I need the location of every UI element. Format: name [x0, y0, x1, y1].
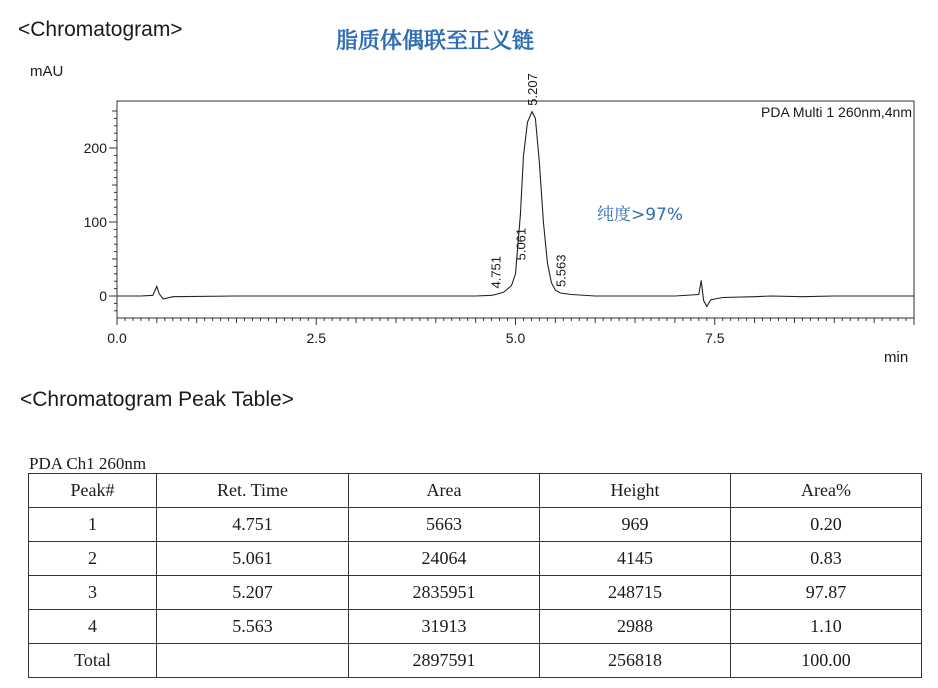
- x-axis-label: min: [884, 349, 909, 366]
- axis-ticks: [84, 111, 914, 346]
- peak-labels: [489, 73, 569, 288]
- table-row: [29, 542, 922, 576]
- table-cell: 0.83: [731, 542, 922, 576]
- peak-table: [28, 473, 922, 678]
- table-cell: 5.061: [157, 542, 349, 576]
- purity-annotation: 纯度>97%: [597, 205, 684, 225]
- peak-label: 5.207: [524, 73, 540, 106]
- table-row: [29, 508, 922, 542]
- x-tick-label: 7.5: [705, 330, 725, 346]
- table-cell: 3: [29, 576, 157, 610]
- legend-label: PDA Multi 1 260nm,4nm: [761, 104, 912, 120]
- table-cell: 2835951: [349, 576, 540, 610]
- table-cell: 4: [29, 610, 157, 644]
- table-cell: 24064: [349, 542, 540, 576]
- table-cell: 97.87: [731, 576, 922, 610]
- table-header-row: [29, 474, 922, 508]
- chromatogram-trace: [117, 112, 914, 307]
- column-header: Area%: [731, 474, 922, 508]
- table-cell: 2897591: [349, 644, 540, 678]
- table-cell: 5.207: [157, 576, 349, 610]
- peak-label: 5.061: [513, 227, 529, 261]
- table-cell: 969: [540, 508, 731, 542]
- table-cell: 5.563: [157, 610, 349, 644]
- table-cell: 248715: [540, 576, 731, 610]
- table-cell: [157, 644, 349, 678]
- table-row: [29, 576, 922, 610]
- peak-label: 4.751: [488, 255, 504, 289]
- peak-label: 5.563: [553, 254, 569, 288]
- table-cell: 256818: [540, 644, 731, 678]
- table-cell: 1: [29, 508, 157, 542]
- table-cell: Total: [29, 644, 157, 678]
- column-header: Ret. Time: [157, 474, 349, 508]
- x-tick-label: 5.0: [505, 330, 526, 346]
- table-cell: 2988: [540, 610, 731, 644]
- table-cell: 4.751: [157, 508, 349, 542]
- y-tick-label: 0: [99, 288, 107, 304]
- column-header: Peak#: [29, 474, 157, 508]
- x-tick-label: 2.5: [306, 330, 326, 346]
- table-cell: 5663: [349, 508, 540, 542]
- peak-table-caption: PDA Ch1 260nm: [29, 454, 147, 473]
- chart-title: 脂质体偶联至正义链: [336, 29, 535, 54]
- column-header: Area: [349, 474, 540, 508]
- table-cell: 31913: [349, 610, 540, 644]
- table-cell: 0.20: [731, 508, 922, 542]
- peak-table-heading: <Chromatogram Peak Table>: [20, 388, 294, 411]
- plot-frame: [117, 101, 914, 318]
- table-cell: 2: [29, 542, 157, 576]
- column-header: Height: [540, 474, 731, 508]
- table-cell: 100.00: [731, 644, 922, 678]
- table-cell: 4145: [540, 542, 731, 576]
- y-axis-label: mAU: [30, 63, 64, 80]
- table-row: [29, 610, 922, 644]
- table-row: [29, 644, 922, 678]
- y-tick-label: 100: [83, 214, 107, 230]
- y-tick-label: 200: [83, 140, 107, 156]
- table-cell: 1.10: [731, 610, 922, 644]
- x-tick-label: 0.0: [107, 330, 127, 346]
- chromatogram-heading: <Chromatogram>: [18, 18, 183, 41]
